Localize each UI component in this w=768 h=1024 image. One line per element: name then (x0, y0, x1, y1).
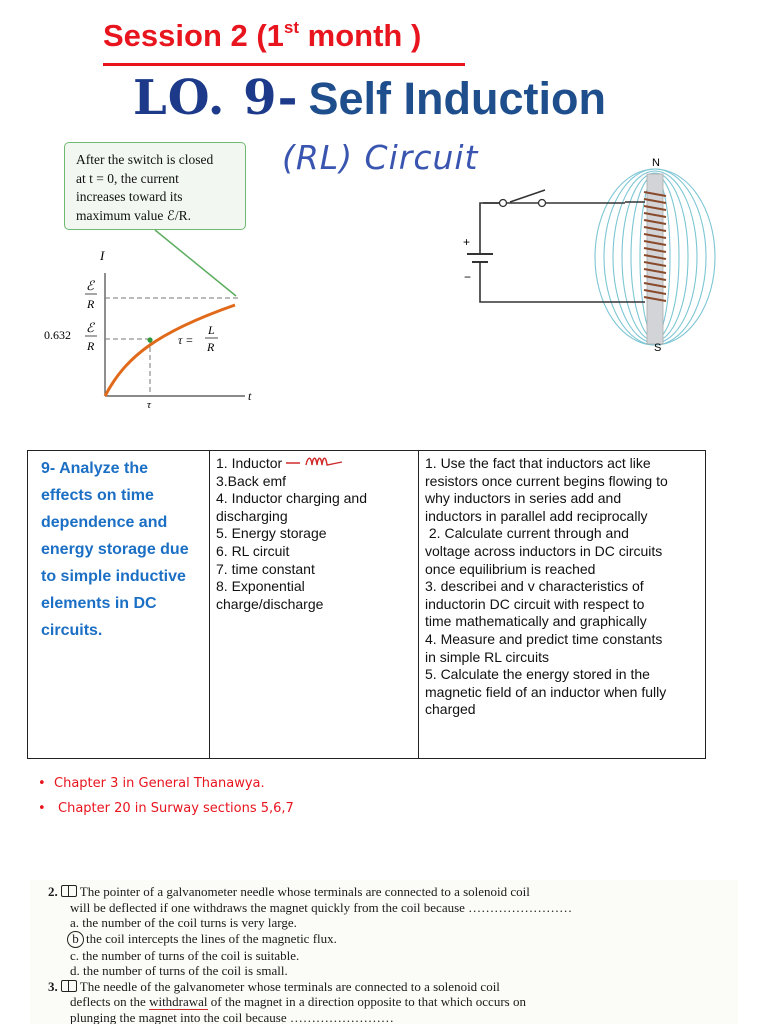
objective-line: dependence and (41, 514, 168, 531)
outcome-line: in simple RL circuits (425, 648, 549, 665)
tau-label-num: ℰ (86, 320, 94, 335)
switch-contact-left (500, 200, 507, 207)
bullet-icon: • (38, 801, 46, 816)
outcome-line: 1. Use the fact that inductors act like (425, 455, 651, 471)
session-text: Session 2 (1 (103, 18, 284, 53)
learning-objective-table (27, 450, 706, 759)
current-curve (105, 305, 235, 396)
handwritten-note: (RL) Circuit (282, 138, 479, 177)
rl-current-graph (30, 228, 270, 410)
answer-option: c. the number of turns of the coil is suitable. (70, 947, 300, 963)
lo-topic: Self Induction (308, 73, 606, 124)
north-pole-label: N (652, 157, 660, 169)
tau-eq-num: L (208, 323, 215, 337)
objective-line: elements in DC (41, 595, 157, 612)
exam-question-scan (30, 880, 738, 1024)
references-list (38, 776, 294, 826)
switch-contact-right (539, 200, 546, 207)
objective-line: effects on time (41, 487, 154, 504)
max-label-num: ℰ (86, 278, 94, 293)
max-label-den: R (87, 297, 95, 311)
question-line (48, 979, 732, 995)
tau-label-coef: 0.632 (44, 328, 71, 342)
y-axis-label: I (100, 248, 105, 263)
underlined-word: withdrawal (149, 994, 208, 1009)
outcome-line: 2. Calculate current through and (425, 525, 629, 542)
session-tail: month ) (299, 18, 422, 53)
tau-label-den: R (87, 339, 95, 353)
question-text: of the magnet in a direction opposite to that which occurs on (207, 994, 526, 1009)
tau-point (147, 337, 152, 342)
reference-item (38, 801, 294, 826)
tau-eq-lhs: τ = (178, 333, 194, 347)
lo-code: LO. 9- (133, 70, 299, 126)
rl-circuit-diagram (455, 150, 720, 355)
outcome-line: once equilibrium is reached (425, 560, 596, 577)
outcome-line: time mathematically and graphically (425, 613, 647, 630)
outcome-line: magnetic field of an inductor when fully (425, 683, 667, 700)
question-line: will be deflected if one withdraws the magnet quickly from the coil because …………………… (70, 899, 573, 915)
graph-callout (64, 142, 246, 230)
content-line: 8. Exponential (216, 578, 305, 595)
reference-item (38, 776, 294, 801)
page-title (133, 70, 606, 126)
answer-option: d. the number of turns of the coil is small. (70, 963, 288, 978)
content-line (216, 455, 418, 473)
answer-option-selected (48, 931, 732, 948)
question-line (48, 994, 732, 1010)
outcome-line: 4. Measure and predict time constants (425, 630, 663, 647)
question-line (48, 884, 732, 900)
outcomes-cell (419, 451, 706, 759)
bullet-icon: • (38, 776, 46, 791)
objective-line: energy storage due (41, 541, 189, 558)
callout-line: After the switch is closed (76, 152, 214, 167)
objective-line: circuits. (41, 622, 103, 639)
callout-line: maximum value ℰ/R. (76, 207, 192, 223)
book-icon (61, 980, 77, 992)
minus-label: − (464, 270, 472, 284)
session-heading (103, 18, 421, 54)
tau-eq-den: R (207, 340, 215, 354)
south-pole-label: S (654, 342, 662, 354)
reference-text: Chapter 20 in Surway sections 5,6,7 (58, 801, 294, 816)
objective-text (41, 455, 209, 644)
content-line: charge/discharge (216, 595, 324, 612)
outcome-line: resistors once current begins flowing to (425, 472, 668, 489)
outcome-line: why inductors in series add and (425, 490, 622, 507)
content-line: discharging (216, 507, 288, 524)
content-line: 6. RL circuit (216, 542, 290, 559)
book-icon (61, 885, 77, 897)
content-cell (210, 451, 419, 759)
inductor-sketch-icon (284, 456, 368, 470)
content-line: 3.Back emf (216, 472, 287, 489)
session-superscript: st (283, 18, 300, 37)
content-line-text: 1. Inductor (216, 455, 283, 471)
reference-text: Chapter 3 in General Thanawya. (54, 776, 265, 791)
content-line: 4. Inductor charging and (216, 490, 367, 507)
session-underline (103, 63, 465, 66)
callout-line: increases toward its (76, 189, 183, 204)
question-line: plunging the magnet into the coil because …………………… (70, 1009, 394, 1024)
outcome-line: 5. Calculate the energy stored in the (425, 666, 650, 683)
plus-label: + (463, 235, 471, 249)
outcome-line: inductors in parallel add reciprocally (425, 507, 648, 524)
question-number: 2. (48, 884, 58, 899)
callout-pointer (155, 230, 236, 296)
selected-answer-circle: b (67, 931, 84, 948)
answer-text: the coil intercepts the lines of the magnetic flux. (86, 930, 337, 946)
content-line: 5. Energy storage (216, 525, 327, 542)
x-axis-label: t (248, 389, 252, 403)
objective-line: 9- Analyze the (41, 460, 148, 477)
outcome-line: 3. describei and v characteristics of (425, 578, 644, 595)
question-text: The pointer of a galvanometer needle whose terminals are connected to a solenoid coil (79, 884, 530, 899)
outcome-line: voltage across inductors in DC circuits (425, 542, 663, 559)
tau-tick-label: τ (147, 399, 151, 410)
outcome-line: inductorin DC circuit with respect to (425, 595, 645, 612)
callout-line: at t = 0, the current (76, 170, 179, 186)
objective-cell (28, 451, 210, 759)
outcome-line: charged (425, 701, 476, 718)
question-text: The needle of the galvanometer whose terminals are connected to a solenoid coil (79, 978, 500, 994)
objective-line: to simple inductive (41, 568, 186, 585)
answer-option: a. the number of the coil turns is very large. (70, 915, 297, 930)
question-number: 3. (48, 978, 58, 994)
question-text: deflects on the (70, 994, 150, 1009)
content-line: 7. time constant (216, 560, 315, 577)
table-row (28, 451, 706, 759)
